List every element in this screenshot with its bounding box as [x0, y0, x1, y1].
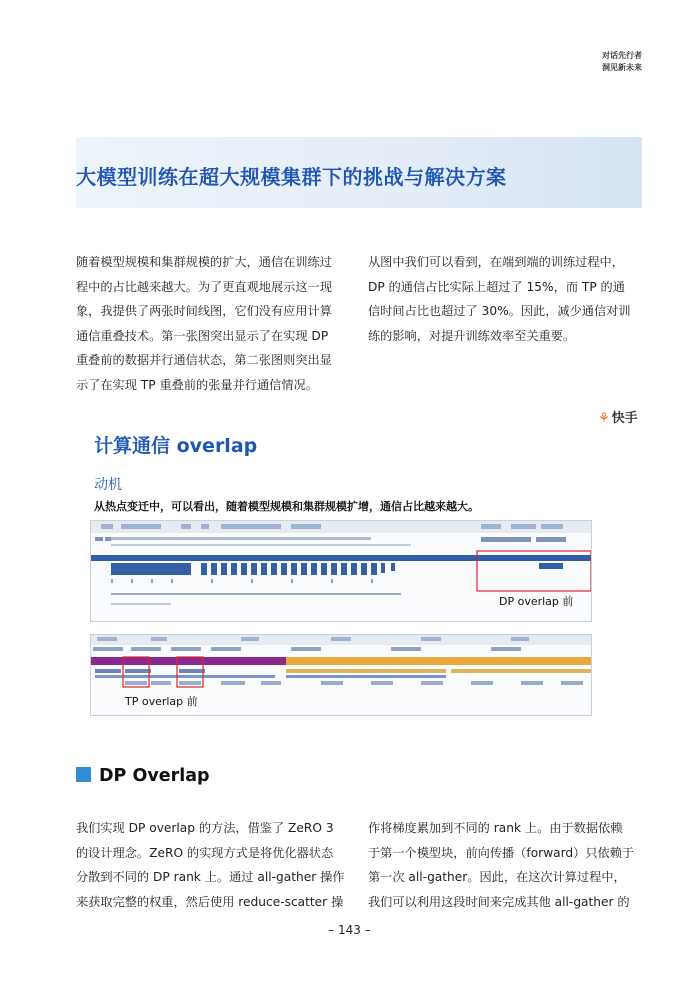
tp-overlap-label: TP overlap 前	[125, 695, 198, 708]
section-title: DP Overlap	[99, 766, 210, 786]
kuaishou-logo-icon: ⚘	[598, 411, 610, 426]
intro-left-line: 重叠前的数据并行通信状态，第二张图则突出显	[76, 353, 332, 367]
intro-right-line: 从图中我们可以看到，在端到端的训练过程中，	[368, 255, 624, 269]
intro-right-line: 练的影响，对提升训练效率至关重要。	[368, 328, 576, 343]
dp-timeline-screenshot	[90, 520, 592, 622]
intro-right-line: DP 的通信占比实际上超过了 15%，而 TP 的通	[368, 279, 625, 294]
intro-left-line: 象，我提供了两张时间线图，它们没有应用计算	[76, 304, 332, 318]
kuaishou-logo	[598, 407, 638, 426]
intro-left-column	[76, 250, 348, 397]
slide-title: 计算通信 overlap	[94, 435, 258, 457]
body-left-line: 我们实现 DP overlap 的方法，借鉴了 ZeRO 3	[76, 821, 334, 835]
slide-subtitle: 动机	[94, 477, 122, 493]
chapter-title: 大模型训练在超大规模集群下的挑战与解决方案	[76, 165, 507, 189]
body-left-line: 来获取完整的权重，然后使用 reduce-scatter 操	[76, 894, 344, 909]
slide-figure	[90, 405, 642, 720]
body-left-column	[76, 816, 348, 914]
tagline-line1: 对话先行者	[602, 51, 642, 60]
body-right-column	[368, 816, 642, 914]
intro-left-line: 示了在实现 TP 重叠前的张量并行通信情况。	[76, 377, 318, 392]
intro-right-line: 信时间占比也超过了 30%。因此，减少通信对训	[368, 304, 631, 318]
tp-timeline-screenshot	[90, 634, 592, 716]
intro-left-line: 程中的占比越来越大。为了更直观地展示这一现	[76, 279, 332, 294]
body-right-line: 第一次 all-gather。因此，在这次计算过程中，	[368, 870, 626, 884]
intro-right-column	[368, 250, 642, 348]
body-right-line: 于第一个模型块，前向传播（forward）只依赖于	[368, 845, 635, 860]
section-heading	[76, 766, 210, 786]
tagline-line2: 洞见新未来	[602, 63, 642, 72]
dp-overlap-label: DP overlap 前	[499, 595, 574, 608]
intro-left-line: 通信重叠技术。第一张图突出显示了在实现 DP	[76, 328, 329, 343]
body-left-line: 分散到不同的 DP rank 上。通过 all-gather 操作	[76, 870, 345, 884]
chapter-banner	[76, 137, 642, 208]
kuaishou-logo-text: 快手	[611, 411, 638, 426]
body-right-line: 作将梯度累加到不同的 rank 上。由于数据依赖	[368, 821, 623, 835]
section-square-icon	[76, 767, 91, 782]
intro-left-line: 随着模型规模和集群规模的扩大，通信在训练过	[76, 255, 332, 269]
header-tagline	[602, 50, 642, 74]
body-left-line: 的设计理念。ZeRO 的实现方式是将优化器状态	[76, 845, 334, 860]
body-right-line: 我们可以利用这段时间来完成其他 all-gather 的	[368, 894, 630, 909]
slide-description: 从热点变迁中，可以看出，随着模型规模和集群规模扩增，通信占比越来越大。	[94, 500, 479, 513]
page-number: – 143 –	[328, 923, 371, 937]
